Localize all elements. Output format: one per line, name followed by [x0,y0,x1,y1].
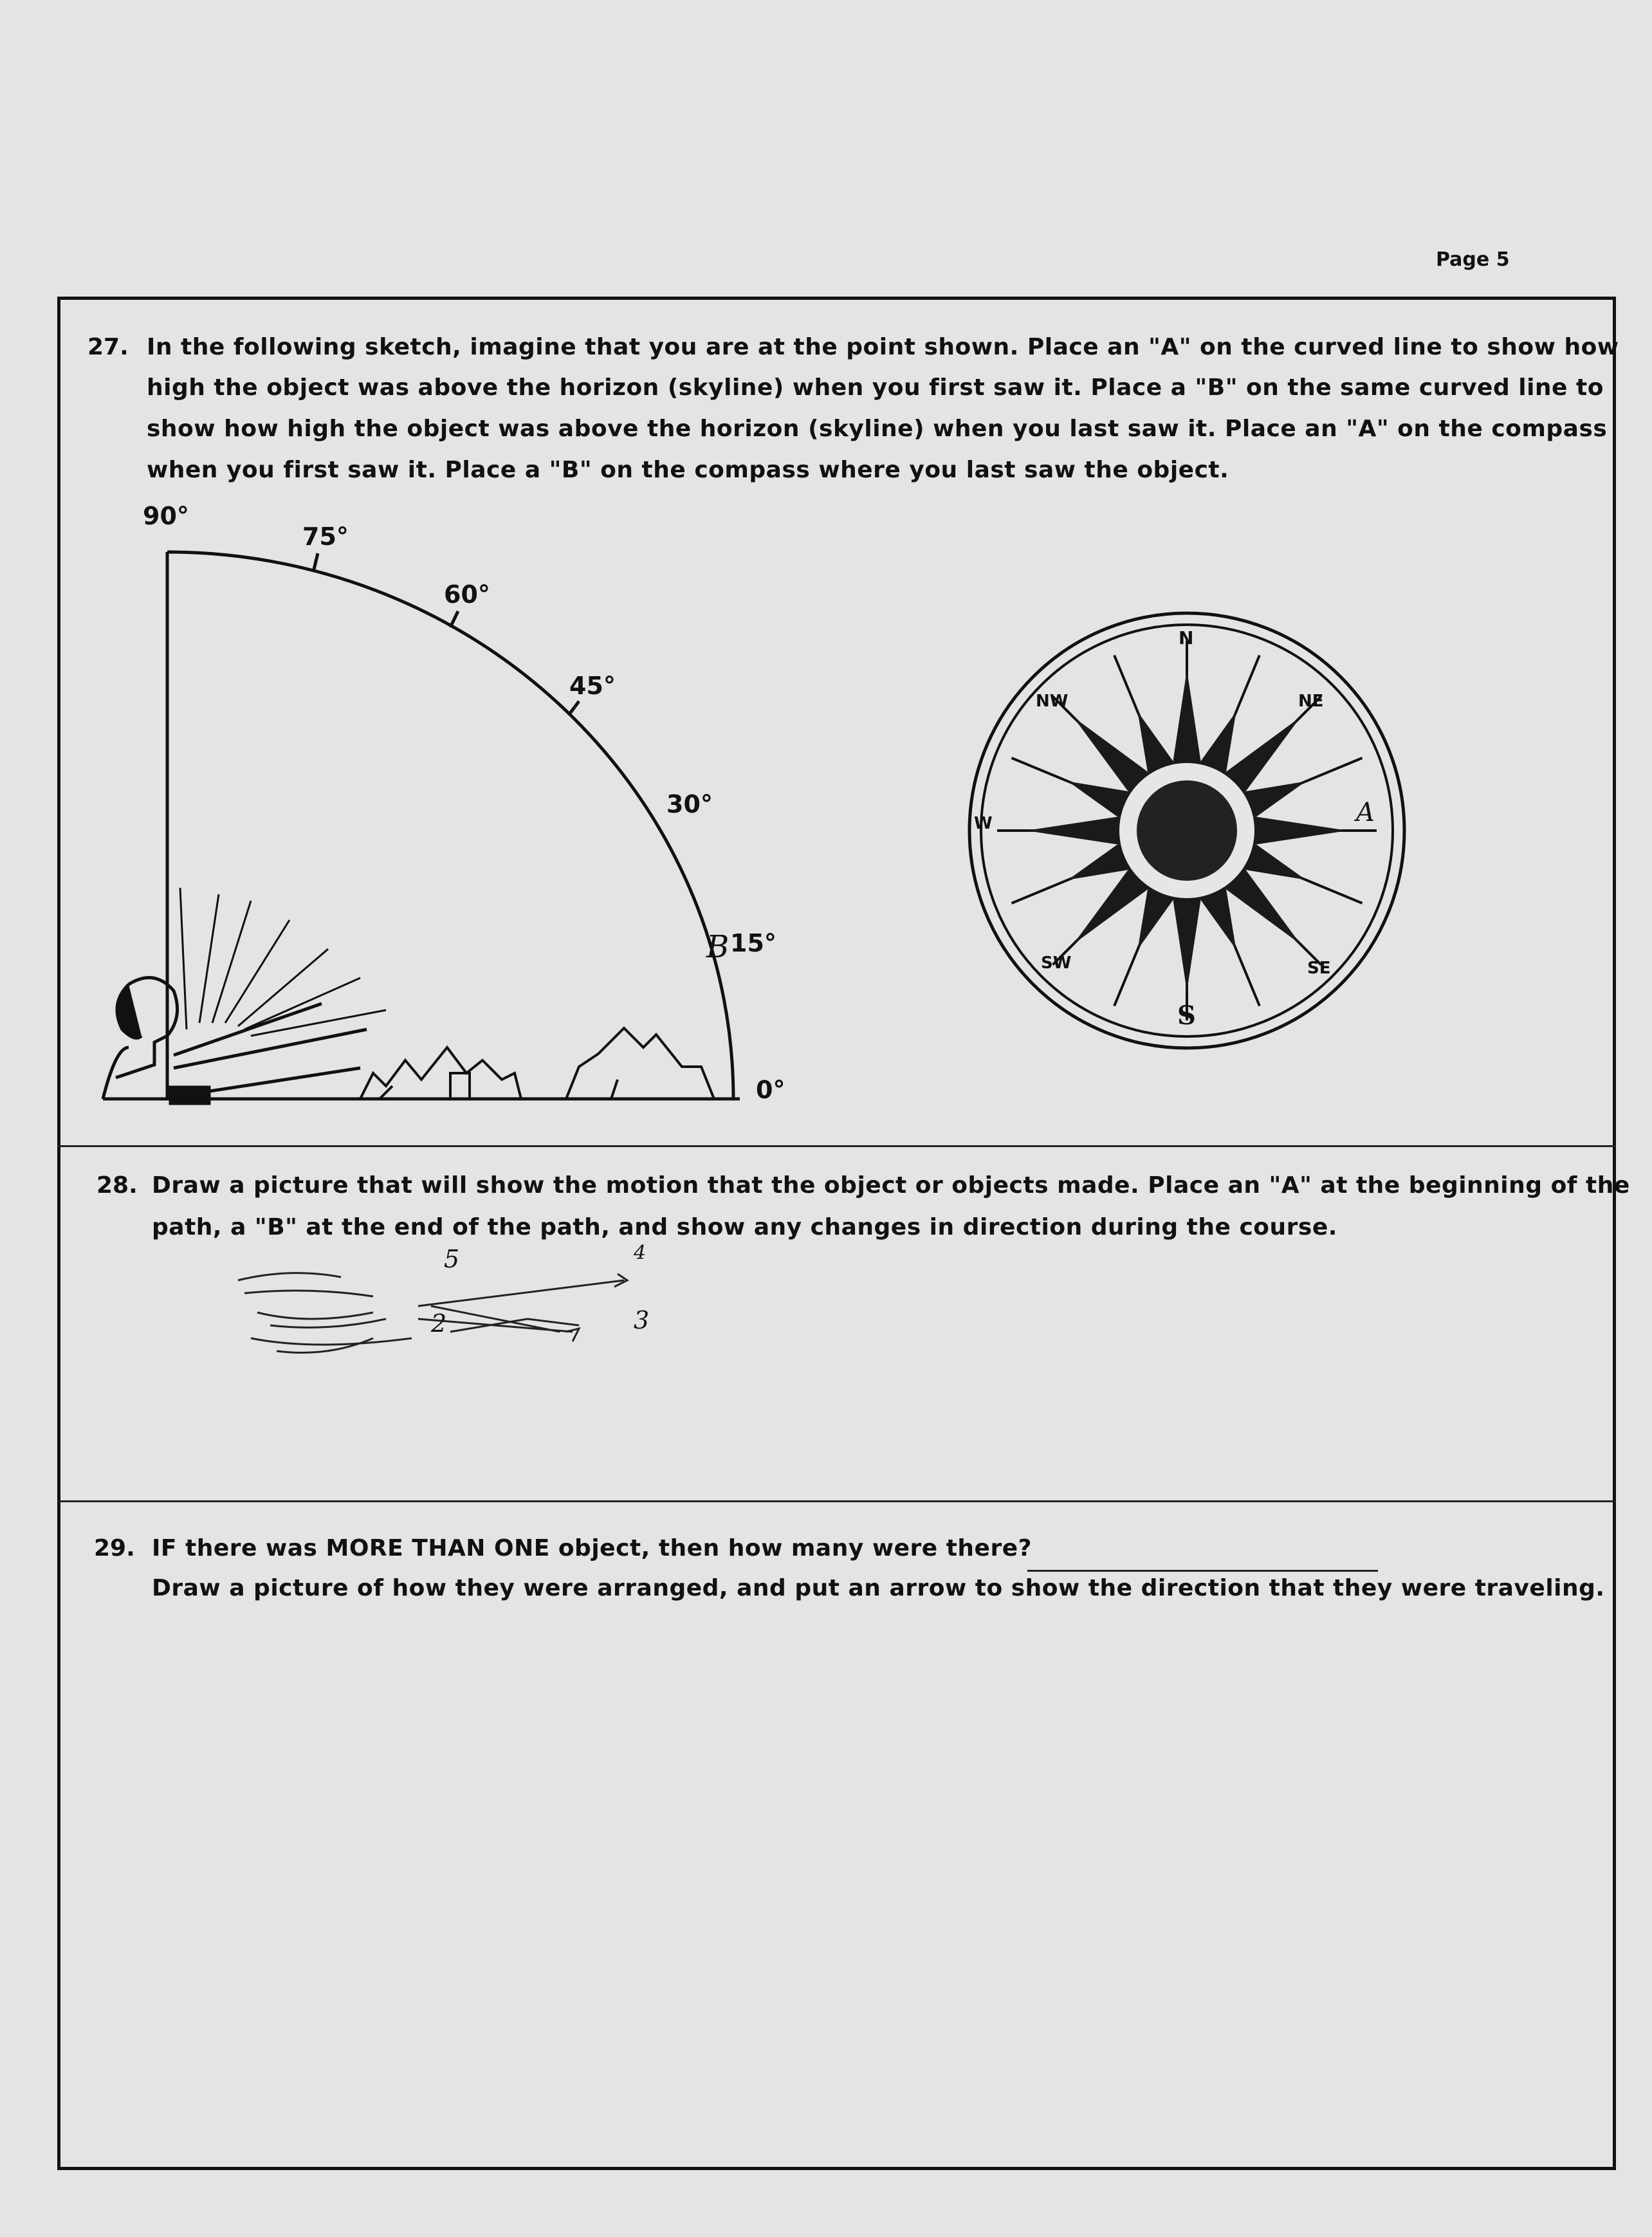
count-answer-field[interactable] [1027,1570,1378,1572]
question-28-line: path, a "B" at the end of the path, and show any changes in direction during the course. [152,1214,1337,1240]
elevation-arc-diagram[interactable] [103,552,740,1099]
angle-label-15: 15° [730,929,776,957]
question-29-line: IF there was MORE THAN ONE object, then how many were there? [152,1535,1032,1561]
question-29-number: 29. [94,1535,135,1561]
handwritten-a-mark: A [1356,798,1375,827]
angle-label-75: 75° [302,522,349,551]
sketch-label: 4 [634,1242,647,1264]
compass-label-ne: NE [1298,692,1324,711]
angle-label-45: 45° [569,672,616,700]
question-29-line: Draw a picture of how they were arranged, and put an arrow to show the direction that they were traveling. [152,1575,1605,1601]
question-27-line: In the following sketch, imagine that you are at the point shown. Place an "A" on the curved line to show how [147,334,1619,360]
pointing-arms-sketch [180,888,386,1036]
drawing-area[interactable] [71,1608,1602,2149]
question-27-number: 27. [87,334,129,360]
angle-label-30: 30° [666,790,713,818]
skyline-sketch [360,1028,714,1099]
angle-label-60: 60° [444,580,490,609]
sketch-label: 2 [431,1309,447,1338]
compass-label-s: S [1177,1000,1196,1031]
handwritten-b-mark: B [706,929,730,965]
compass-rose[interactable] [969,613,1404,1048]
question-27-line: show how high the object was above the horizon (skyline) when you last saw it. Place an "A" on the compass [147,416,1608,442]
compass-label-sw: SW [1041,953,1072,973]
question-27-line: high the object was above the horizon (skyline) when you first saw it. Place a "B" on the same curved line to [147,374,1604,401]
angle-label-0: 0° [756,1076,785,1104]
sketch-label: 5 [444,1245,460,1273]
observer-figure-icon [103,978,367,1103]
compass-label-se: SE [1307,959,1331,978]
compass-label-w: W [974,814,993,833]
question-28-line: Draw a picture that will show the motion that the object or objects made. Place an "A" at the beginning of the [152,1172,1630,1199]
question-27-line: when you first saw it. Place a "B" on the compass where you last saw the object. [147,457,1229,483]
question-28-number: 28. [96,1172,138,1199]
angle-label-90: 90° [143,502,189,530]
page-number: Page 5 [1436,248,1510,271]
compass-label-n: N [1179,627,1194,649]
compass-label-nw: NW [1036,692,1069,711]
sketch-label: 3 [634,1306,650,1334]
